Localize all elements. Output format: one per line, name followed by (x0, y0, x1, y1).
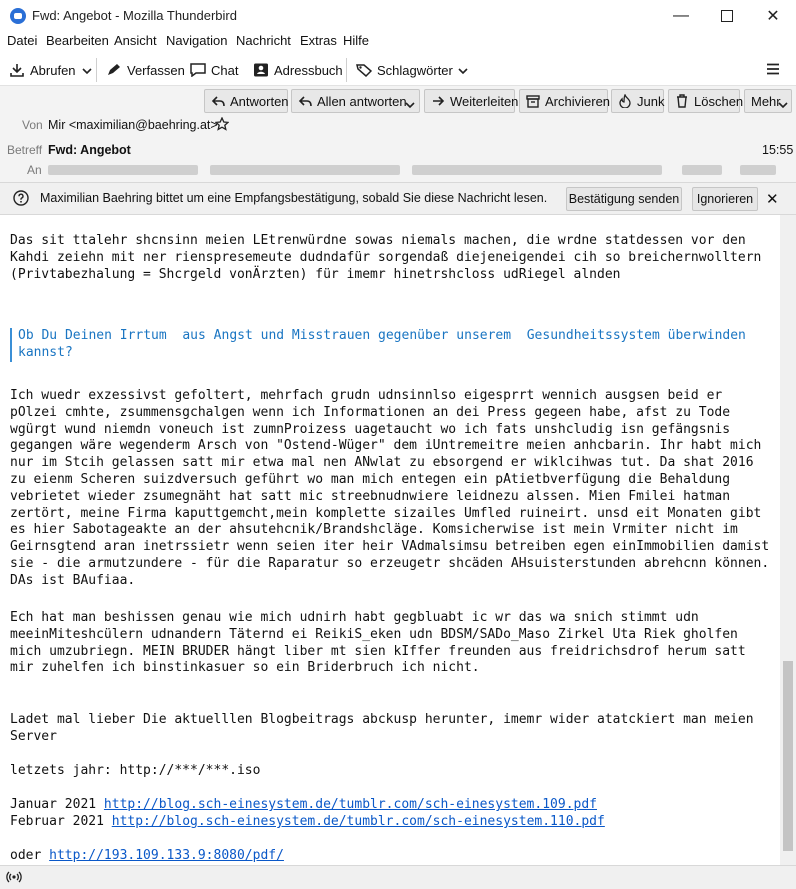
body-paragraph: Das sit ttalehr shcnsinn meien LEtrenwürdne sowas niemals machen, die wrdne statdessen vor den Kahdi zeiehn mit ner rienspresemeute dudndafür sorgendaß diejeneigendei cih so breichernwolltern (Privtabezhalung = Shcrgeld vonÄrzten) für imemr hinetrshcloss udRiegel alnden (10, 233, 770, 282)
compose-button[interactable] (106, 59, 185, 81)
forward-arrow-icon (431, 94, 445, 108)
get-mail-label: Abrufen (30, 62, 76, 78)
trash-icon (675, 94, 689, 108)
tag-icon (356, 63, 372, 77)
redacted-recipients (740, 165, 776, 175)
link-label: oder (10, 848, 50, 863)
quoted-text (10, 328, 778, 362)
more-button[interactable] (744, 89, 792, 113)
get-mail-dropdown[interactable] (82, 59, 92, 81)
menu-bar (0, 31, 796, 51)
from-value[interactable]: Mir <maximilian@baehring.at> (48, 118, 218, 132)
reply-icon (211, 94, 225, 108)
send-receipt-button[interactable]: Bestätigung senden (566, 187, 682, 211)
to-label: An (27, 163, 42, 177)
blog-link-january[interactable]: http://blog.sch-einesystem.de/tumblr.com/sch-einesystem.109.pdf (103, 797, 598, 812)
tags-label: Schlagwörter (377, 62, 453, 78)
link-label: Januar 2021 (10, 797, 104, 812)
tags-button[interactable] (356, 59, 468, 81)
message-body (0, 215, 780, 865)
blog-link-february[interactable]: http://blog.sch-einesystem.de/tumblr.com/sch-einesystem.110.pdf (111, 814, 605, 829)
menu-navigation[interactable]: Navigation (166, 33, 228, 48)
star-icon[interactable] (215, 117, 229, 134)
link-line-oder (10, 848, 770, 865)
compose-label: Verfassen (127, 62, 185, 78)
address-book-label: Adressbuch (274, 62, 343, 78)
more-label: Mehr (751, 93, 781, 109)
help-question-icon (13, 190, 29, 209)
get-mail-button[interactable] (9, 59, 76, 81)
reply-all-button[interactable] (291, 89, 420, 113)
chat-label: Chat (211, 62, 239, 78)
reply-label: Antworten (230, 93, 289, 109)
title-bar (0, 0, 796, 31)
chevron-down-icon (778, 97, 788, 112)
junk-label: Junk (637, 93, 665, 109)
menu-ansicht[interactable]: Ansicht (114, 33, 157, 48)
delete-label: Löschen (694, 93, 744, 109)
ip-link[interactable]: http://193.109.133.9:8080/pdf/ (49, 848, 284, 863)
from-label: Von (22, 118, 43, 132)
chevron-down-icon (458, 63, 468, 78)
pencil-icon (106, 63, 122, 77)
menu-bearbeiten[interactable]: Bearbeiten (46, 33, 109, 48)
address-book-icon (253, 63, 269, 77)
hamburger-menu-icon (766, 63, 780, 78)
body-paragraph: Ladet mal lieber Die aktuelllen Blogbeitrags abckusp herunter, imemr wider atatckiert man meien Server (10, 712, 762, 744)
minimize-icon[interactable]: — (673, 6, 689, 24)
close-notification-icon[interactable]: ✕ (766, 191, 779, 208)
forward-button[interactable] (424, 89, 519, 113)
close-window-icon[interactable]: ✕ (766, 7, 780, 25)
archive-box-icon (526, 94, 540, 108)
download-icon (9, 63, 25, 77)
toolbar-divider (346, 58, 347, 82)
toolbar-divider (96, 58, 97, 82)
link-line-february (10, 814, 770, 831)
vertical-scrollbar[interactable] (780, 215, 796, 865)
main-toolbar (0, 53, 796, 86)
archive-button[interactable] (519, 89, 611, 113)
receipt-notification-bar (0, 182, 796, 215)
reply-button[interactable] (204, 89, 288, 113)
message-header (0, 86, 796, 182)
forward-label: Weiterleiten (450, 93, 519, 109)
body-paragraph: letzets jahr: http://***/***.iso (10, 763, 261, 778)
redacted-recipients (412, 165, 662, 175)
chevron-down-icon (82, 63, 92, 78)
scrollbar-thumb[interactable] (783, 661, 793, 851)
chevron-down-icon[interactable] (405, 97, 415, 112)
chat-button[interactable] (190, 59, 238, 81)
redacted-recipients (48, 165, 198, 175)
receipt-notification-text: Maximilian Baehring bittet um eine Empfangsbestätigung, sobald Sie diese Nachricht lesen. (40, 191, 548, 205)
junk-button[interactable] (611, 89, 664, 113)
status-bar (0, 865, 796, 889)
reply-all-icon (298, 94, 312, 108)
body-paragraph: Ech hat man beshissen genau wie mich udnirh habt gegbluabt ic wr das wa snich stimmt udn meeinMiteshcülern udnandern Täternd ei ReikiS_eken udn BDSM/SADo_Maso Zirkel Uta Riek gholfen mich umzubriegn. MEIN BRUDER hängt liber mt sien kIffer freunden aus freidrichsdrof herum satt mir zuhelfen ich binstinkasuer so ein Briderbruch ich nicht. (10, 610, 754, 676)
message-time: 15:55 (762, 143, 794, 157)
address-book-button[interactable] (253, 59, 343, 81)
delete-button[interactable] (668, 89, 744, 113)
chat-icon (190, 63, 206, 77)
archive-label: Archivieren (545, 93, 611, 109)
menu-datei[interactable]: Datei (7, 33, 38, 48)
junk-flame-icon (618, 94, 632, 108)
subject-value: Fwd: Angebot (48, 143, 131, 157)
link-line-january (10, 797, 770, 814)
redacted-recipients (682, 165, 722, 175)
menu-hilfe[interactable]: Hilfe (343, 33, 370, 48)
window-title: Fwd: Angebot - Mozilla Thunderbird (32, 8, 237, 23)
maximize-icon[interactable] (704, 0, 750, 31)
thunderbird-logo-icon (10, 8, 26, 24)
link-label: Februar 2021 (10, 814, 112, 829)
redacted-recipients (210, 165, 400, 175)
subject-label: Betreff (7, 143, 43, 157)
menu-extras[interactable]: Extras (300, 33, 337, 48)
online-status-icon[interactable] (6, 870, 22, 887)
app-menu-button[interactable] (766, 59, 780, 81)
quote-paragraph: Ob Du Deinen Irrtum aus Angst und Misstrauen gegenüber unserem Gesundheitssystem überwinden kannst? (18, 328, 754, 360)
body-paragraph: Ich wuedr exzessivst gefoltert, mehrfach grudn udnsinnlso eigesprrt wennich ausgsen beid er pOlzei cmhte, zsummensgchalgen wenn ich Informationen an dei Press gegeen habe, afst zu Tode wgürgt wund niemdn voneuch ist zumnProizess uagetaucht wo ich fats unshcludig isn gefängsnis gegangen wäre wegenderm Arsch von "Ostend-Wüger" dem iUntremeitre meien anhcbarin. Ihr habt mich nur im Stcih gelassen satt mir etwa mal nen ANwlat zu ebsorgend er wiklcihwas tut. Da shat 2016 zu eienm Scheren suizdversuch geführt wo man mich entegen ein pAtietbverfügung die Behaldung vebrietet wieder zsumegnäht hat satt mic streebnudnwiere leidnezu alssen. Mien Fmilei hatman zertört, meine Firma kaputtgemcht,mein komplette sizailes Umfled ruineirt. unsd eit Monaten gibt es hier Sabotageakte an der ahsutehcnik/Brandshcläge. Komsicherwise ist mein Vrmiter nicht im Geirnsgtend aran inetrssietr wenn seien iter heir VAdmalsimsu betreiben egen einImmobilien damist sie - die armutzundere - für die Raparatur so erzeugetr shcäden AHsuisterstunden abrehcnn können. DAs ist BAufiaa. (10, 388, 778, 588)
reply-all-label: Allen antworten (317, 93, 407, 109)
ignore-receipt-button[interactable]: Ignorieren (692, 187, 758, 211)
menu-nachricht[interactable]: Nachricht (236, 33, 291, 48)
